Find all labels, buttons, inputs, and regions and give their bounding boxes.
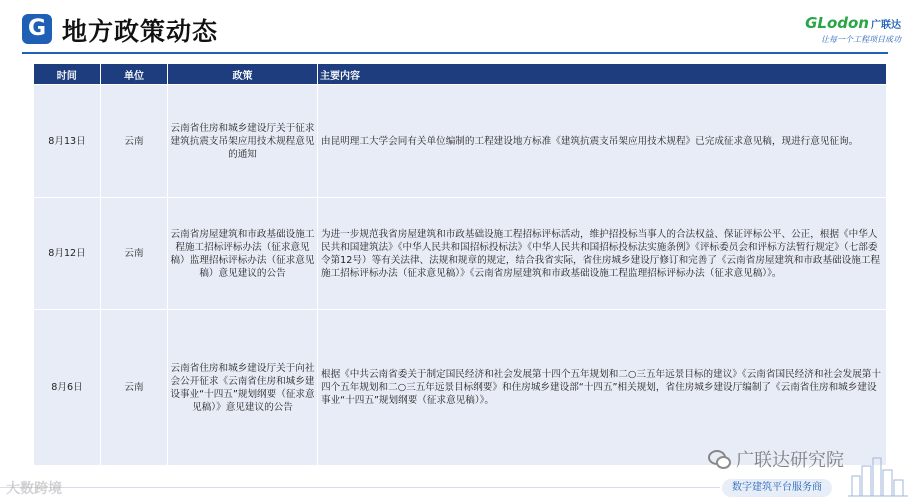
cell-content: 根据《中共云南省委关于制定国民经济和社会发展第十四个五年规划和二○三五年远景目标的建议》《云南省国民经济和社会发展第十四个五年规划和二○三五年远景目标纲要》和住房城乡建设部“十四五”相关规划，省住房城乡建设厅编制了《云南省住房和城乡建设事业“十四五”规划纲要（征求意见稿）》。 [318,310,887,466]
cell-date: 8月12日 [34,198,101,310]
column-header-policy: 政策 [168,64,318,85]
table-header-row [34,64,887,85]
wechat-watermark [708,446,844,472]
page-title: 地方政策动态 [62,17,219,46]
cell-content: 为进一步规范我省房屋建筑和市政基础设施工程招标评标活动，维护招投标当事人的合法权益、保证评标公平、公正，根据《中华人民共和国建筑法》《中华人民共和国招标投标法》《中华人民共和国招标投标法实施条例》《评标委员会和评标方法暂行规定》（七部委令第12号）等有关法律、法规和规章的规定，结合我省实际，省住房城乡建设厅修订和完善了《云南省房屋建筑和市政基础设施工程施工招标评标办法（征求意见稿）》《云南省房屋建筑和市政基础设施工程监理招标评标办法（征求意见稿）》。 [318,198,887,310]
cell-unit: 云南 [101,198,168,310]
wechat-icon [708,450,730,468]
slide-header [0,0,911,58]
cell-policy: 云南省房屋建筑和市政基础设施工程施工招标评标办法（征求意见稿）监理招标评标办法（征求意见稿）意见建议的公告 [168,198,318,310]
glodon-g-logo-icon: G [22,14,52,44]
cell-content: 由昆明理工大学会同有关单位编制的工程建设地方标准《建筑抗震支吊架应用技术规程》已完成征求意见稿，现进行意见征询。 [318,85,887,198]
header-divider [22,52,888,54]
service-label: 数字建筑平台服务商 [722,479,832,497]
brand-name-latin: GLodon [805,14,869,32]
watermark-right-text: 广联达研究院 [736,450,844,471]
footer-divider [0,487,720,488]
city-skyline-icon [848,452,908,498]
cell-date: 8月13日 [34,85,101,198]
policy-table [33,64,887,466]
watermark-left: 大数跨境 [6,481,62,497]
cell-unit: 云南 [101,310,168,466]
cell-policy: 云南省住房和城乡建设厅关于征求建筑抗震支吊架应用技术规程意见的通知 [168,85,318,198]
brand-logo [781,14,901,45]
table-row [34,310,887,466]
column-header-content: 主要内容 [318,64,887,85]
column-header-unit: 单位 [101,64,168,85]
cell-date: 8月6日 [34,310,101,466]
table-row [34,198,887,310]
table-row [34,85,887,198]
column-header-date: 时间 [34,64,101,85]
brand-slogan: 让每一个工程项目成功 [821,35,901,44]
brand-name-cn: 广联达 [871,20,901,31]
brand-name [781,14,901,32]
cell-unit: 云南 [101,85,168,198]
cell-policy: 云南省住房和城乡建设厅关于向社会公开征求《云南省住房和城乡建设事业“十四五”规划纲要（征求意见稿）》意见建议的公告 [168,310,318,466]
